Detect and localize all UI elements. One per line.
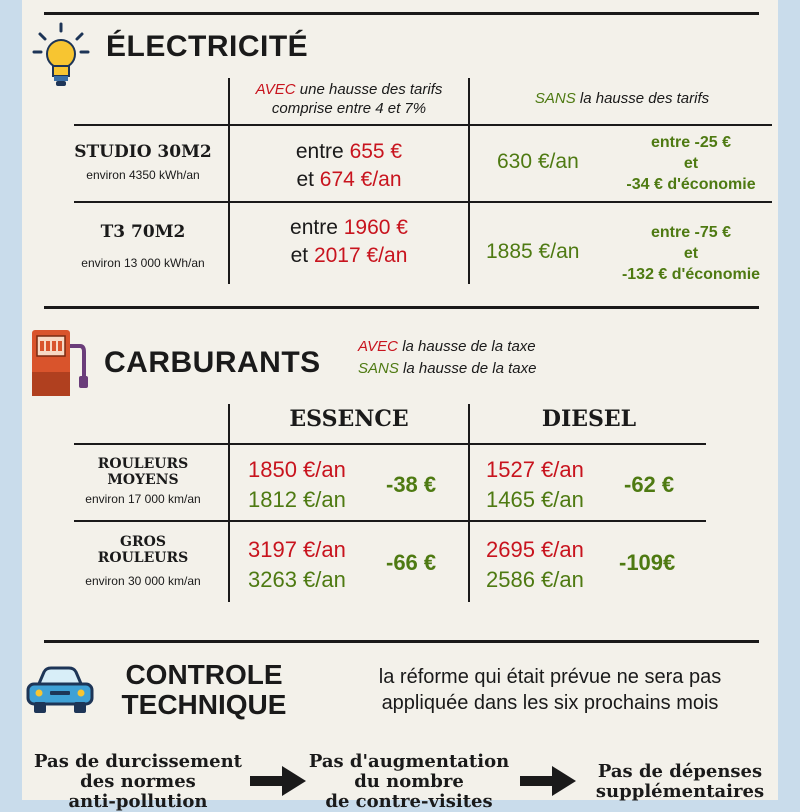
essence-values: 1850 €/an 1812 €/an: [248, 457, 346, 512]
header-sans: SANS la hausse des tarifs: [534, 90, 710, 107]
avec-value: entre 655 € et 674 €/an: [295, 140, 403, 191]
table-row: STUDIO 30M2 environ 4350 kWh/an: [74, 142, 212, 182]
column-essence: ESSENCE: [289, 406, 409, 432]
carburants-legend: AVEC la hausse de la taxe SANS la hausse de la taxe: [358, 338, 537, 377]
table-divider: [228, 404, 230, 602]
economie-value: entre -75 € et -132 € d'économie: [621, 224, 761, 283]
arrow-right-icon: [520, 766, 576, 796]
essence-diff: -66 €: [386, 550, 437, 575]
table-divider: [74, 124, 772, 126]
header-avec: AVEC une hausse des tarifs comprise entre 4 et 7%: [255, 81, 443, 117]
table-divider: [228, 78, 230, 284]
economie-value: entre -25 € et -34 € d'économie: [626, 134, 756, 193]
controle-description: la réforme qui était prévue ne sera pas appliquée dans les six prochains mois: [378, 666, 722, 714]
table-divider: [468, 404, 470, 602]
step-depenses: Pas de dépenses supplémentaires: [595, 761, 765, 802]
table-divider: [74, 520, 706, 522]
controle-title: CONTROLE TECHNIQUE: [121, 659, 287, 720]
sans-value: 630 €/an: [497, 150, 579, 173]
diesel-values: 2695 €/an 2586 €/an: [486, 537, 584, 592]
car-icon: [24, 664, 96, 716]
avec-value: entre 1960 € et 2017 €/an: [290, 216, 408, 267]
table-divider: [468, 78, 470, 284]
table-divider: [74, 443, 706, 445]
section-divider: [44, 306, 759, 309]
table-divider: [74, 201, 772, 203]
essence-values: 3197 €/an 3263 €/an: [248, 537, 346, 592]
table-row: T3 70M2 environ 13 000 kWh/an: [81, 222, 205, 270]
lightbulb-icon: [32, 22, 90, 88]
section-divider: [44, 640, 759, 643]
fuel-pump-icon: [30, 326, 90, 398]
carburants-title: CARBURANTS: [104, 346, 321, 379]
infographic-card: [22, 0, 778, 812]
table-row: GROS ROULEURS environ 30 000 km/an: [85, 534, 201, 588]
diesel-values: 1527 €/an 1465 €/an: [486, 457, 584, 512]
section-divider: [44, 12, 759, 15]
electricite-title: ÉLECTRICITÉ: [106, 30, 309, 63]
arrow-right-icon: [250, 766, 306, 796]
diesel-diff: -62 €: [624, 472, 675, 497]
step-contre-visites: Pas d'augmentation du nombre de contre-visites: [308, 751, 510, 812]
diesel-diff: -109€: [619, 550, 676, 575]
essence-diff: -38 €: [386, 472, 437, 497]
column-diesel: DIESEL: [541, 406, 637, 432]
sans-value: 1885 €/an: [486, 240, 580, 263]
step-normes: Pas de durcissement des normes anti-pollution: [34, 751, 242, 812]
table-row: ROULEURS MOYENS environ 17 000 km/an: [85, 456, 201, 506]
